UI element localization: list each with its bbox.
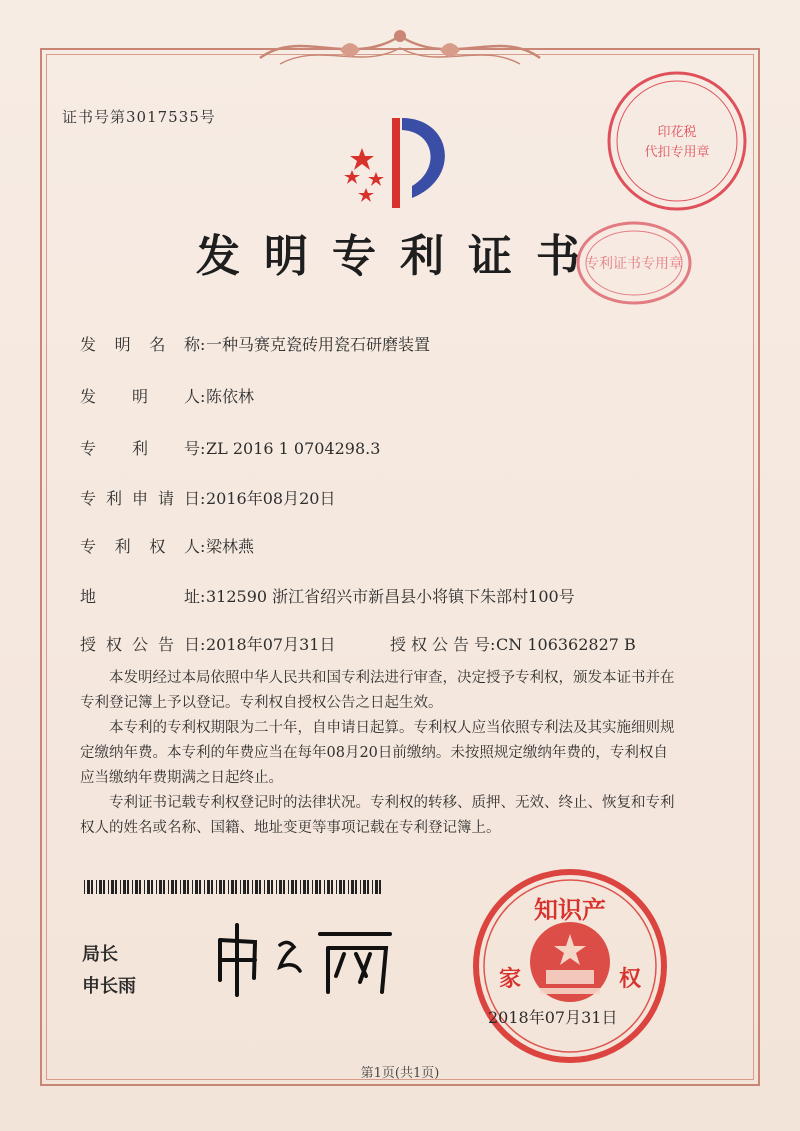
barcode-bar bbox=[300, 880, 301, 894]
grant-number-row: 授权公告号:CN 106362827 B bbox=[390, 632, 636, 655]
filing-date-row: 专利申请日:2016年08月20日 bbox=[80, 486, 335, 509]
filing-date-label: 专利申请日 bbox=[80, 489, 200, 508]
barcode-bar bbox=[319, 880, 321, 894]
barcode-bar bbox=[351, 880, 354, 894]
page-footer: 第1页(共1页) bbox=[360, 1066, 440, 1081]
body-paragraph-2: 本专利的专利权期限为二十年，自申请日起算。专利权人应当依照专利法及其实施细则规定缴纳年费。本专利的年费应当在每年08月20日前缴纳。未按照规定缴纳年费的，专利权自应当缴纳年费期满之日起终止。 bbox=[80, 720, 675, 786]
barcode-bar bbox=[120, 880, 121, 894]
barcode-bar bbox=[211, 880, 213, 894]
signatory-name: 申长雨 bbox=[82, 976, 136, 997]
patent-number-value: ZL 2016 1 0704298.3 bbox=[206, 439, 381, 458]
barcode-bar bbox=[103, 880, 105, 894]
grant-date-label: 授权公告日 bbox=[80, 635, 200, 654]
barcode-bar bbox=[312, 880, 313, 894]
svg-text:家: 家 bbox=[498, 967, 522, 992]
svg-text:权: 权 bbox=[618, 967, 642, 992]
barcode-bar bbox=[135, 880, 138, 894]
barcode-bar bbox=[283, 880, 285, 894]
barcode-bar bbox=[331, 880, 333, 894]
barcode-bar bbox=[204, 880, 205, 894]
barcode-bar bbox=[195, 880, 198, 894]
grant-date-row: 授权公告日:2018年07月31日 bbox=[80, 632, 335, 655]
inventor-row: 发明人:陈依林 bbox=[80, 384, 254, 407]
barcode-bar bbox=[199, 880, 201, 894]
barcode-bar bbox=[159, 880, 162, 894]
barcode-bar bbox=[127, 880, 129, 894]
barcode-bar bbox=[363, 880, 366, 894]
barcode-bar bbox=[99, 880, 102, 894]
svg-text:知识产: 知识产 bbox=[534, 896, 606, 924]
barcode-bar bbox=[108, 880, 109, 894]
address-label: 地址 bbox=[80, 587, 200, 606]
barcode-bar bbox=[259, 880, 261, 894]
barcode-bar bbox=[379, 880, 381, 894]
barcode-bar bbox=[367, 880, 369, 894]
patent-number-label: 专利号 bbox=[80, 439, 200, 458]
grant-date-value: 2018年07月31日 bbox=[206, 635, 336, 654]
barcode-bar bbox=[171, 880, 174, 894]
signatory-title: 局长 bbox=[82, 944, 118, 965]
body-paragraph-1: 本发明经过本局依照中华人民共和国专利法进行审查，决定授予专利权，颁发本证书并在专利登记簿上予以登记。专利权自授权公告之日起生效。 bbox=[80, 670, 675, 711]
barcode-bar bbox=[343, 880, 345, 894]
barcode-bar bbox=[123, 880, 126, 894]
barcode-bar bbox=[279, 880, 282, 894]
barcode-bar bbox=[156, 880, 157, 894]
svg-text:代扣专用章: 代扣专用章 bbox=[644, 145, 710, 160]
seal-date: 2018年07月31日 bbox=[488, 1008, 618, 1027]
barcode-bar bbox=[315, 880, 318, 894]
invention-name-label: 发明名称 bbox=[80, 335, 200, 354]
barcode-bar bbox=[339, 880, 342, 894]
address-value: 312590 浙江省绍兴市新昌县小将镇下朱部村100号 bbox=[206, 587, 575, 606]
barcode-bar bbox=[111, 880, 114, 894]
patent-number-row: 专利号:ZL 2016 1 0704298.3 bbox=[80, 436, 380, 459]
barcode-bar bbox=[163, 880, 165, 894]
barcode-bar bbox=[175, 880, 177, 894]
barcode-bar bbox=[267, 880, 270, 894]
barcode-bar bbox=[183, 880, 186, 894]
certificate-special-stamp bbox=[573, 218, 695, 308]
barcode-bar bbox=[360, 880, 361, 894]
barcode-bar bbox=[324, 880, 325, 894]
svg-text:印花税: 印花税 bbox=[657, 125, 697, 140]
certificate-number: 证书号第3017535号 bbox=[62, 108, 216, 126]
barcode-bar bbox=[115, 880, 117, 894]
certificate-title: 发明专利证书 bbox=[196, 231, 604, 282]
patentee-row: 专利权人:梁林燕 bbox=[80, 534, 254, 557]
barcode-bar bbox=[243, 880, 246, 894]
barcode-bar bbox=[96, 880, 97, 894]
barcode-bar bbox=[144, 880, 145, 894]
barcode-bar bbox=[228, 880, 229, 894]
barcode-bar bbox=[375, 880, 378, 894]
barcode-bar bbox=[180, 880, 181, 894]
patentee-label: 专利权人 bbox=[80, 537, 200, 556]
barcode-bar bbox=[247, 880, 249, 894]
barcode-bar bbox=[235, 880, 237, 894]
barcode-bar bbox=[264, 880, 265, 894]
barcode-bar bbox=[192, 880, 193, 894]
barcode-bar bbox=[168, 880, 169, 894]
barcode-bar bbox=[295, 880, 297, 894]
barcode-bar bbox=[151, 880, 153, 894]
barcode-bar bbox=[276, 880, 277, 894]
patent-office-logo-icon bbox=[332, 108, 477, 218]
grant-number-value: CN 106362827 B bbox=[496, 635, 636, 654]
barcode-bar bbox=[216, 880, 217, 894]
barcode-bar bbox=[303, 880, 306, 894]
body-text bbox=[80, 666, 680, 841]
barcode-bar bbox=[252, 880, 253, 894]
barcode-bar bbox=[255, 880, 258, 894]
tax-stamp bbox=[602, 66, 752, 216]
invention-name-value: 一种马赛克瓷砖用瓷石研磨装置 bbox=[206, 335, 431, 354]
svg-text:专利证书专用章: 专利证书专用章 bbox=[585, 256, 683, 272]
inventor-label: 发明人 bbox=[80, 387, 200, 406]
barcode-bar bbox=[291, 880, 294, 894]
barcode-bar bbox=[348, 880, 349, 894]
barcode-bar bbox=[223, 880, 225, 894]
filing-date-value: 2016年08月20日 bbox=[206, 489, 336, 508]
barcode-bar bbox=[372, 880, 373, 894]
barcode-bar bbox=[288, 880, 289, 894]
barcode-bar bbox=[207, 880, 210, 894]
barcode bbox=[84, 880, 384, 894]
inventor-value: 陈依林 bbox=[206, 387, 255, 406]
grant-number-label: 授权公告号 bbox=[390, 635, 490, 654]
barcode-bar bbox=[139, 880, 141, 894]
barcode-bar bbox=[240, 880, 241, 894]
address-row: 地址:312590 浙江省绍兴市新昌县小将镇下朱部村100号 bbox=[80, 584, 575, 607]
handwritten-signature bbox=[210, 920, 400, 1000]
barcode-bar bbox=[147, 880, 150, 894]
state-ipo-seal bbox=[470, 866, 670, 1066]
barcode-bar bbox=[336, 880, 337, 894]
barcode-bar bbox=[132, 880, 133, 894]
barcode-bar bbox=[355, 880, 357, 894]
barcode-bar bbox=[231, 880, 234, 894]
patentee-value: 梁林燕 bbox=[206, 537, 255, 556]
invention-name-row: 发明名称:一种马赛克瓷砖用瓷石研磨装置 bbox=[80, 332, 430, 355]
barcode-bar bbox=[187, 880, 189, 894]
barcode-bar bbox=[307, 880, 309, 894]
body-paragraph-3: 专利证书记载专利权登记时的法律状况。专利权的转移、质押、无效、终止、恢复和专利权人的姓名或名称、国籍、地址变更等事项记载在专利登记簿上。 bbox=[80, 795, 675, 836]
barcode-bar bbox=[271, 880, 273, 894]
barcode-bar bbox=[219, 880, 222, 894]
barcode-bar bbox=[91, 880, 93, 894]
barcode-bar bbox=[84, 880, 85, 894]
barcode-bar bbox=[327, 880, 330, 894]
top-ornament bbox=[240, 18, 560, 78]
barcode-bar bbox=[87, 880, 90, 894]
